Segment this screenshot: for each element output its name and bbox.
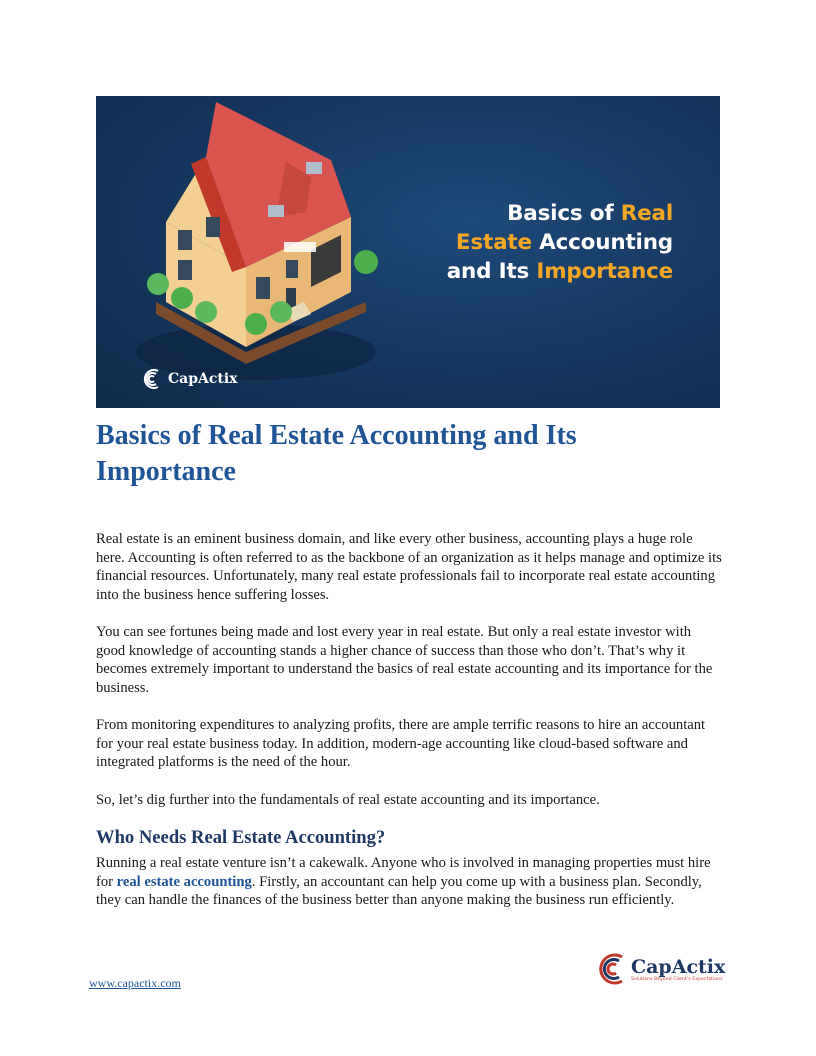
page-title: Basics of Real Estate Accounting and Its Importance <box>96 420 577 487</box>
section-text-after: . Firstly, an accountant can help you come up with a business plan. Secondly, they can handle the finances of the business better than anyone making the business run efficiently. <box>96 873 702 909</box>
section-paragraph <box>96 854 722 910</box>
paragraph-intro: Real estate is an eminent business domain, and like every other business, accounting plays a huge role here. Accounting is often referred to as the backbone of an organization as it helps manage and optimize its financial resources. Unfortunately, many real estate professionals fail to incorporate real estate accounting into the business hence suffering losses. <box>96 531 722 603</box>
footer-logo-tagline: Solutions Beyond Client’s Expectations <box>631 976 723 982</box>
capactix-logo-icon <box>142 368 164 390</box>
banner-text-highlight: Real <box>620 201 673 226</box>
real-estate-accounting-link[interactable]: real estate accounting <box>116 873 252 890</box>
footer-logo <box>597 952 725 986</box>
banner-text-highlight: Importance <box>536 259 673 284</box>
section-text-before: Running a real estate venture isn’t a cakewalk. Anyone who is involved in managing properties must hire for <box>96 855 711 890</box>
banner-headline <box>418 199 673 286</box>
banner-text-highlight: Estate <box>455 230 532 255</box>
house-illustration <box>136 102 396 402</box>
capactix-logo-icon <box>597 952 631 986</box>
banner-logo <box>142 368 238 390</box>
paragraph-reasons: From monitoring expenditures to analyzing profits, there are ample terrific reasons to hire an accountant for your real estate business today. In addition, modern-age accounting like cloud-based software and integrated platforms is the need of the hour. <box>96 717 706 771</box>
banner-text: and Its <box>446 259 537 284</box>
section-heading: Who Needs Real Estate Accounting? <box>96 827 386 848</box>
paragraph-fortunes: You can see fortunes being made and lost every year in real estate. But only a real estate investor with good knowledge of accounting stands a higher chance of success than those who don’t. That’s why it becomes extremely important to understand the basics of real estate accounting and its importance for the business. <box>96 624 713 696</box>
paragraph-dig-further: So, let’s dig further into the fundamentals of real estate accounting and its importance. <box>96 792 600 808</box>
banner-text: Basics of <box>507 201 621 226</box>
hero-banner <box>96 96 720 408</box>
footer-url-link[interactable]: www.capactix.com <box>89 976 181 990</box>
banner-logo-text: CapActix <box>168 371 238 387</box>
footer-logo-text: CapActix <box>631 955 726 978</box>
banner-text: Accounting <box>531 230 673 255</box>
